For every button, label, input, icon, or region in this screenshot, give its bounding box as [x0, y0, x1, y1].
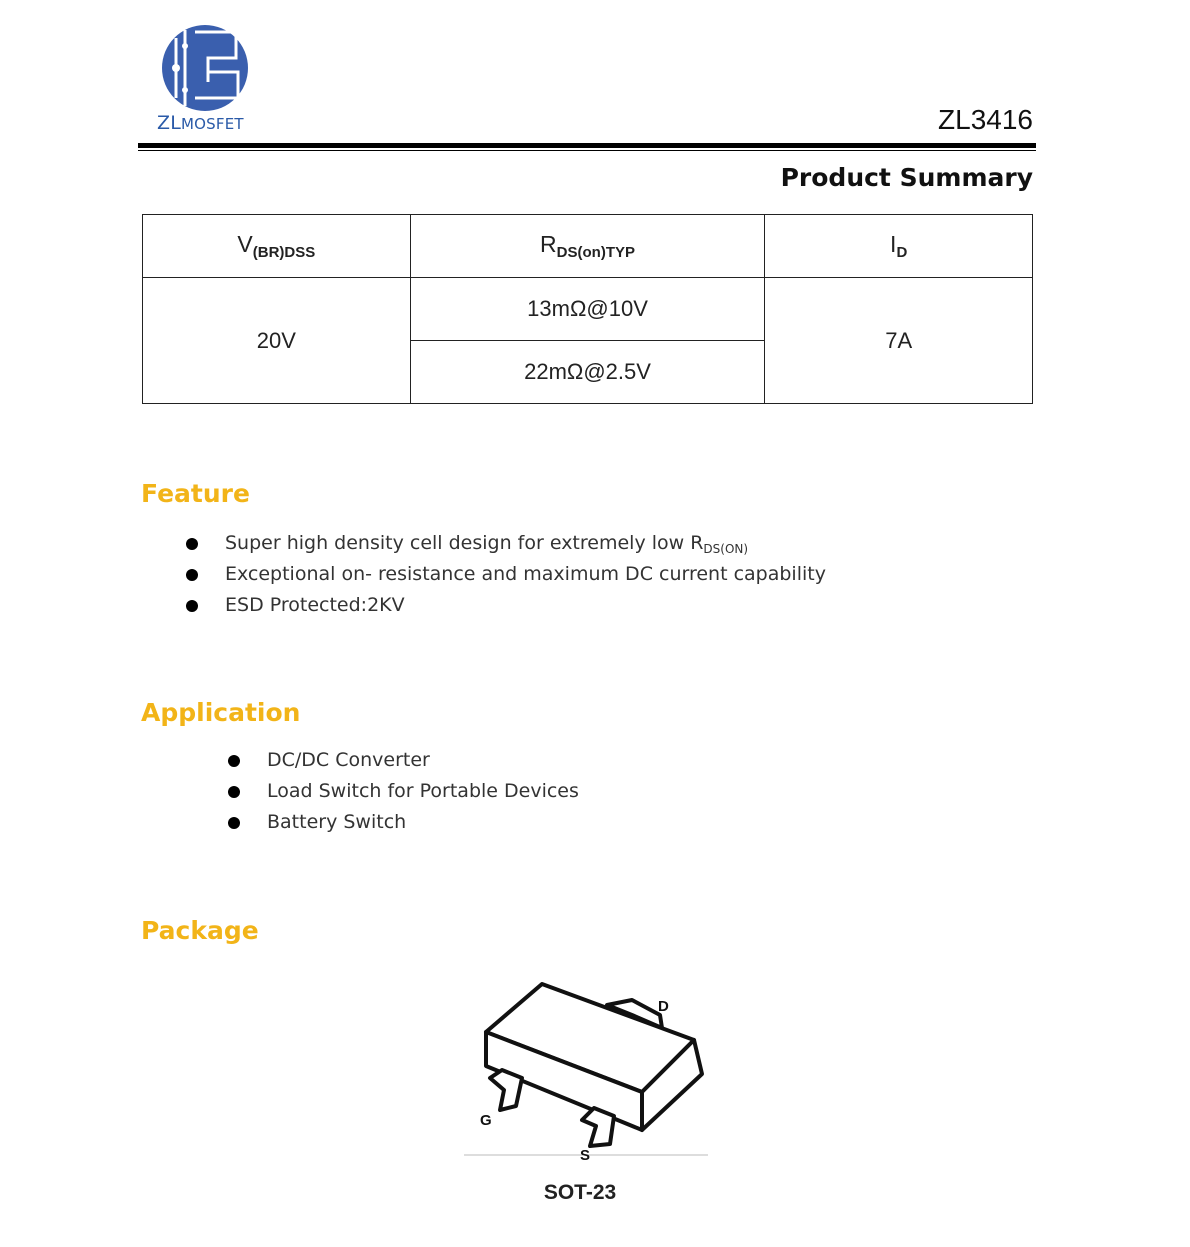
pin-d-label: D [658, 998, 669, 1015]
pin-g-label: G [480, 1112, 492, 1129]
header-vbrdss: $V_{(BR)DSS}$ [143, 215, 411, 278]
header-rule-thin [138, 150, 1036, 151]
bullet-icon [228, 786, 240, 798]
feature-list [225, 528, 826, 621]
application-list [267, 745, 579, 838]
header-rdson: $R_{DS(on)TYP}$ [410, 215, 765, 278]
cell-id: 7A [765, 278, 1033, 404]
application-title: Application [141, 698, 301, 727]
bullet-icon [228, 755, 240, 767]
cell-rdson-10v: 13mΩ@10V [410, 278, 765, 341]
summary-table [142, 214, 1033, 404]
list-item: Exceptional on- resistance and maximum DC current capability [225, 559, 826, 590]
logo-suffix: MOSFET [181, 115, 244, 133]
pin-s-label: S [580, 1147, 591, 1160]
table-row [143, 278, 1033, 341]
header-rule-thick [138, 143, 1036, 148]
package-title: Package [141, 916, 259, 945]
package-outline-icon [462, 970, 712, 1160]
list-item: ESD Protected:2KV [225, 590, 826, 621]
list-item: Super high density cell design for extremely low $R_{DS(ON)}$ [225, 528, 826, 559]
list-item: Load Switch for Portable Devices [267, 776, 579, 807]
package-name: SOT-23 [543, 1181, 617, 1204]
part-number: ZL3416 [938, 104, 1033, 135]
cell-rdson-2v5: 22mΩ@2.5V [410, 341, 765, 404]
bullet-icon [228, 817, 240, 829]
bullet-icon [186, 569, 198, 581]
list-item: DC/DC Converter [267, 745, 579, 776]
list-item: Battery Switch [267, 807, 579, 838]
header-id: $I_D$ [765, 215, 1033, 278]
bullet-icon [186, 600, 198, 612]
bullet-icon [186, 538, 198, 550]
cell-vbrdss: 20V [143, 278, 411, 404]
sot23-package-drawing [462, 970, 712, 1160]
logo-brand: ZL [157, 112, 182, 134]
logo-emblem [158, 24, 258, 114]
feature-title: Feature [141, 479, 250, 508]
table-header-row [143, 215, 1033, 278]
summary-title: Product Summary [780, 163, 1033, 192]
logo-wordmark [157, 112, 244, 134]
